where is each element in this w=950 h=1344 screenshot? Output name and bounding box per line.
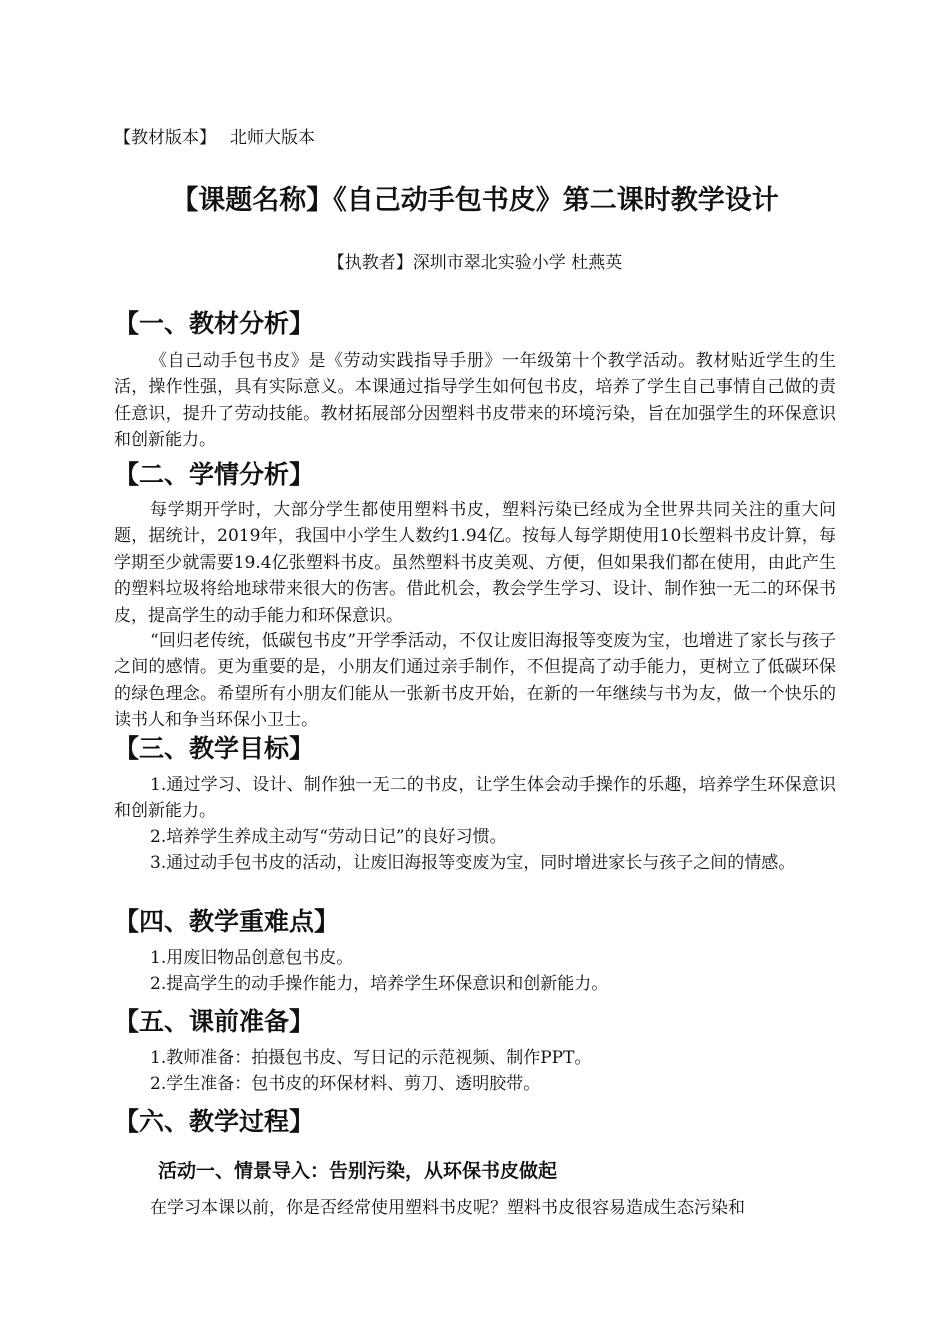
key-point-item: 1.用废旧物品创意包书皮。 [150, 948, 354, 968]
author-line: 【执教者】深圳市翠北实验小学 杜燕英 [327, 253, 623, 273]
section-heading-preparation: 【五、课前准备】 [114, 1007, 315, 1036]
preparation-item: 1.教师准备：拍摄包书皮、写日记的示范视频、制作PPT。 [150, 1048, 592, 1068]
edition-line [114, 126, 315, 150]
teaching-goal-item: 2.培养学生养成主动写“劳动日记”的良好习惯。 [150, 827, 507, 847]
key-point-item: 2.提高学生的动手操作能力，培养学生环保意识和创新能力。 [150, 974, 609, 994]
section-heading-student-analysis: 【二、学情分析】 [114, 460, 315, 489]
preparation-item: 2.学生准备：包书皮的环保材料、剪刀、透明胶带。 [150, 1074, 541, 1094]
activity-one-paragraph: 在学习本课以前，你是否经常使用塑料书皮呢？塑料书皮很容易造成生态污染和 [150, 1198, 745, 1218]
section-heading-teaching-process: 【六、教学过程】 [114, 1107, 315, 1136]
student-analysis-paragraph-2: “回归老传统，低碳包书皮”开学季活动，不仅让废旧海报等变废为宝，也增进了家长与孩子之间的感情。更为重要的是，小朋友们通过亲手制作，不但提高了动手能力，更树立了低碳环保的绿色理念。希望所有小朋友们能从一张新书皮开始，在新的一年继续与书为友，做一个快乐的读书人和争当环保小卫士。 [114, 631, 836, 731]
student-analysis-paragraph-1: 每学期开学时，大部分学生都使用塑料书皮，塑料污染已经成为全世界共同关注的重大问题，据统计，2019年，我国中小学生人数约1.94亿。按每人每学期使用10长塑料书皮计算，每学期至少就需要19.4亿张塑料书皮。虽然塑料书皮美观、方便，但如果我们都在使用，由此产生的塑料垃圾将给地球带来很大的伤害。借此机会，教会学生学习、设计、制作独一无二的环保书皮，提高学生的动手能力和环保意识。 [114, 500, 836, 626]
teaching-goal-item: 3.通过动手包书皮的活动，让废旧海报等变废为宝，同时增进家长与孩子之间的情感。 [150, 853, 796, 873]
activity-one-heading: 活动一、情景导入：告别污染，从环保书皮做起 [158, 1160, 558, 1182]
section-heading-key-points: 【四、教学重难点】 [114, 907, 340, 936]
teaching-goal-item: 1.通过学习、设计、制作独一无二的书皮，让学生体会动手操作的乐趣，培养学生环保意识和创新能力。 [114, 775, 836, 822]
section-heading-teaching-goals: 【三、教学目标】 [114, 734, 315, 763]
section-heading-textbook-analysis: 【一、教材分析】 [114, 309, 315, 338]
edition-label: 【教材版本】 [114, 128, 216, 148]
edition-value: 北师大版本 [230, 128, 315, 148]
textbook-analysis-paragraph: 《自己动手包书皮》是《劳动实践指导手册》一年级第十个教学活动。教材贴近学生的生活，操作性强，具有实际意义。本课通过指导学生如何包书皮，培养了学生自己事情自己做的责任意识，提升了劳动技能。教材拓展部分因塑料书皮带来的环境污染，旨在加强学生的环保意识和创新能力。 [114, 351, 836, 451]
lesson-title: 【课题名称】《自己动手包书皮》第二课时教学设计 [171, 185, 779, 216]
